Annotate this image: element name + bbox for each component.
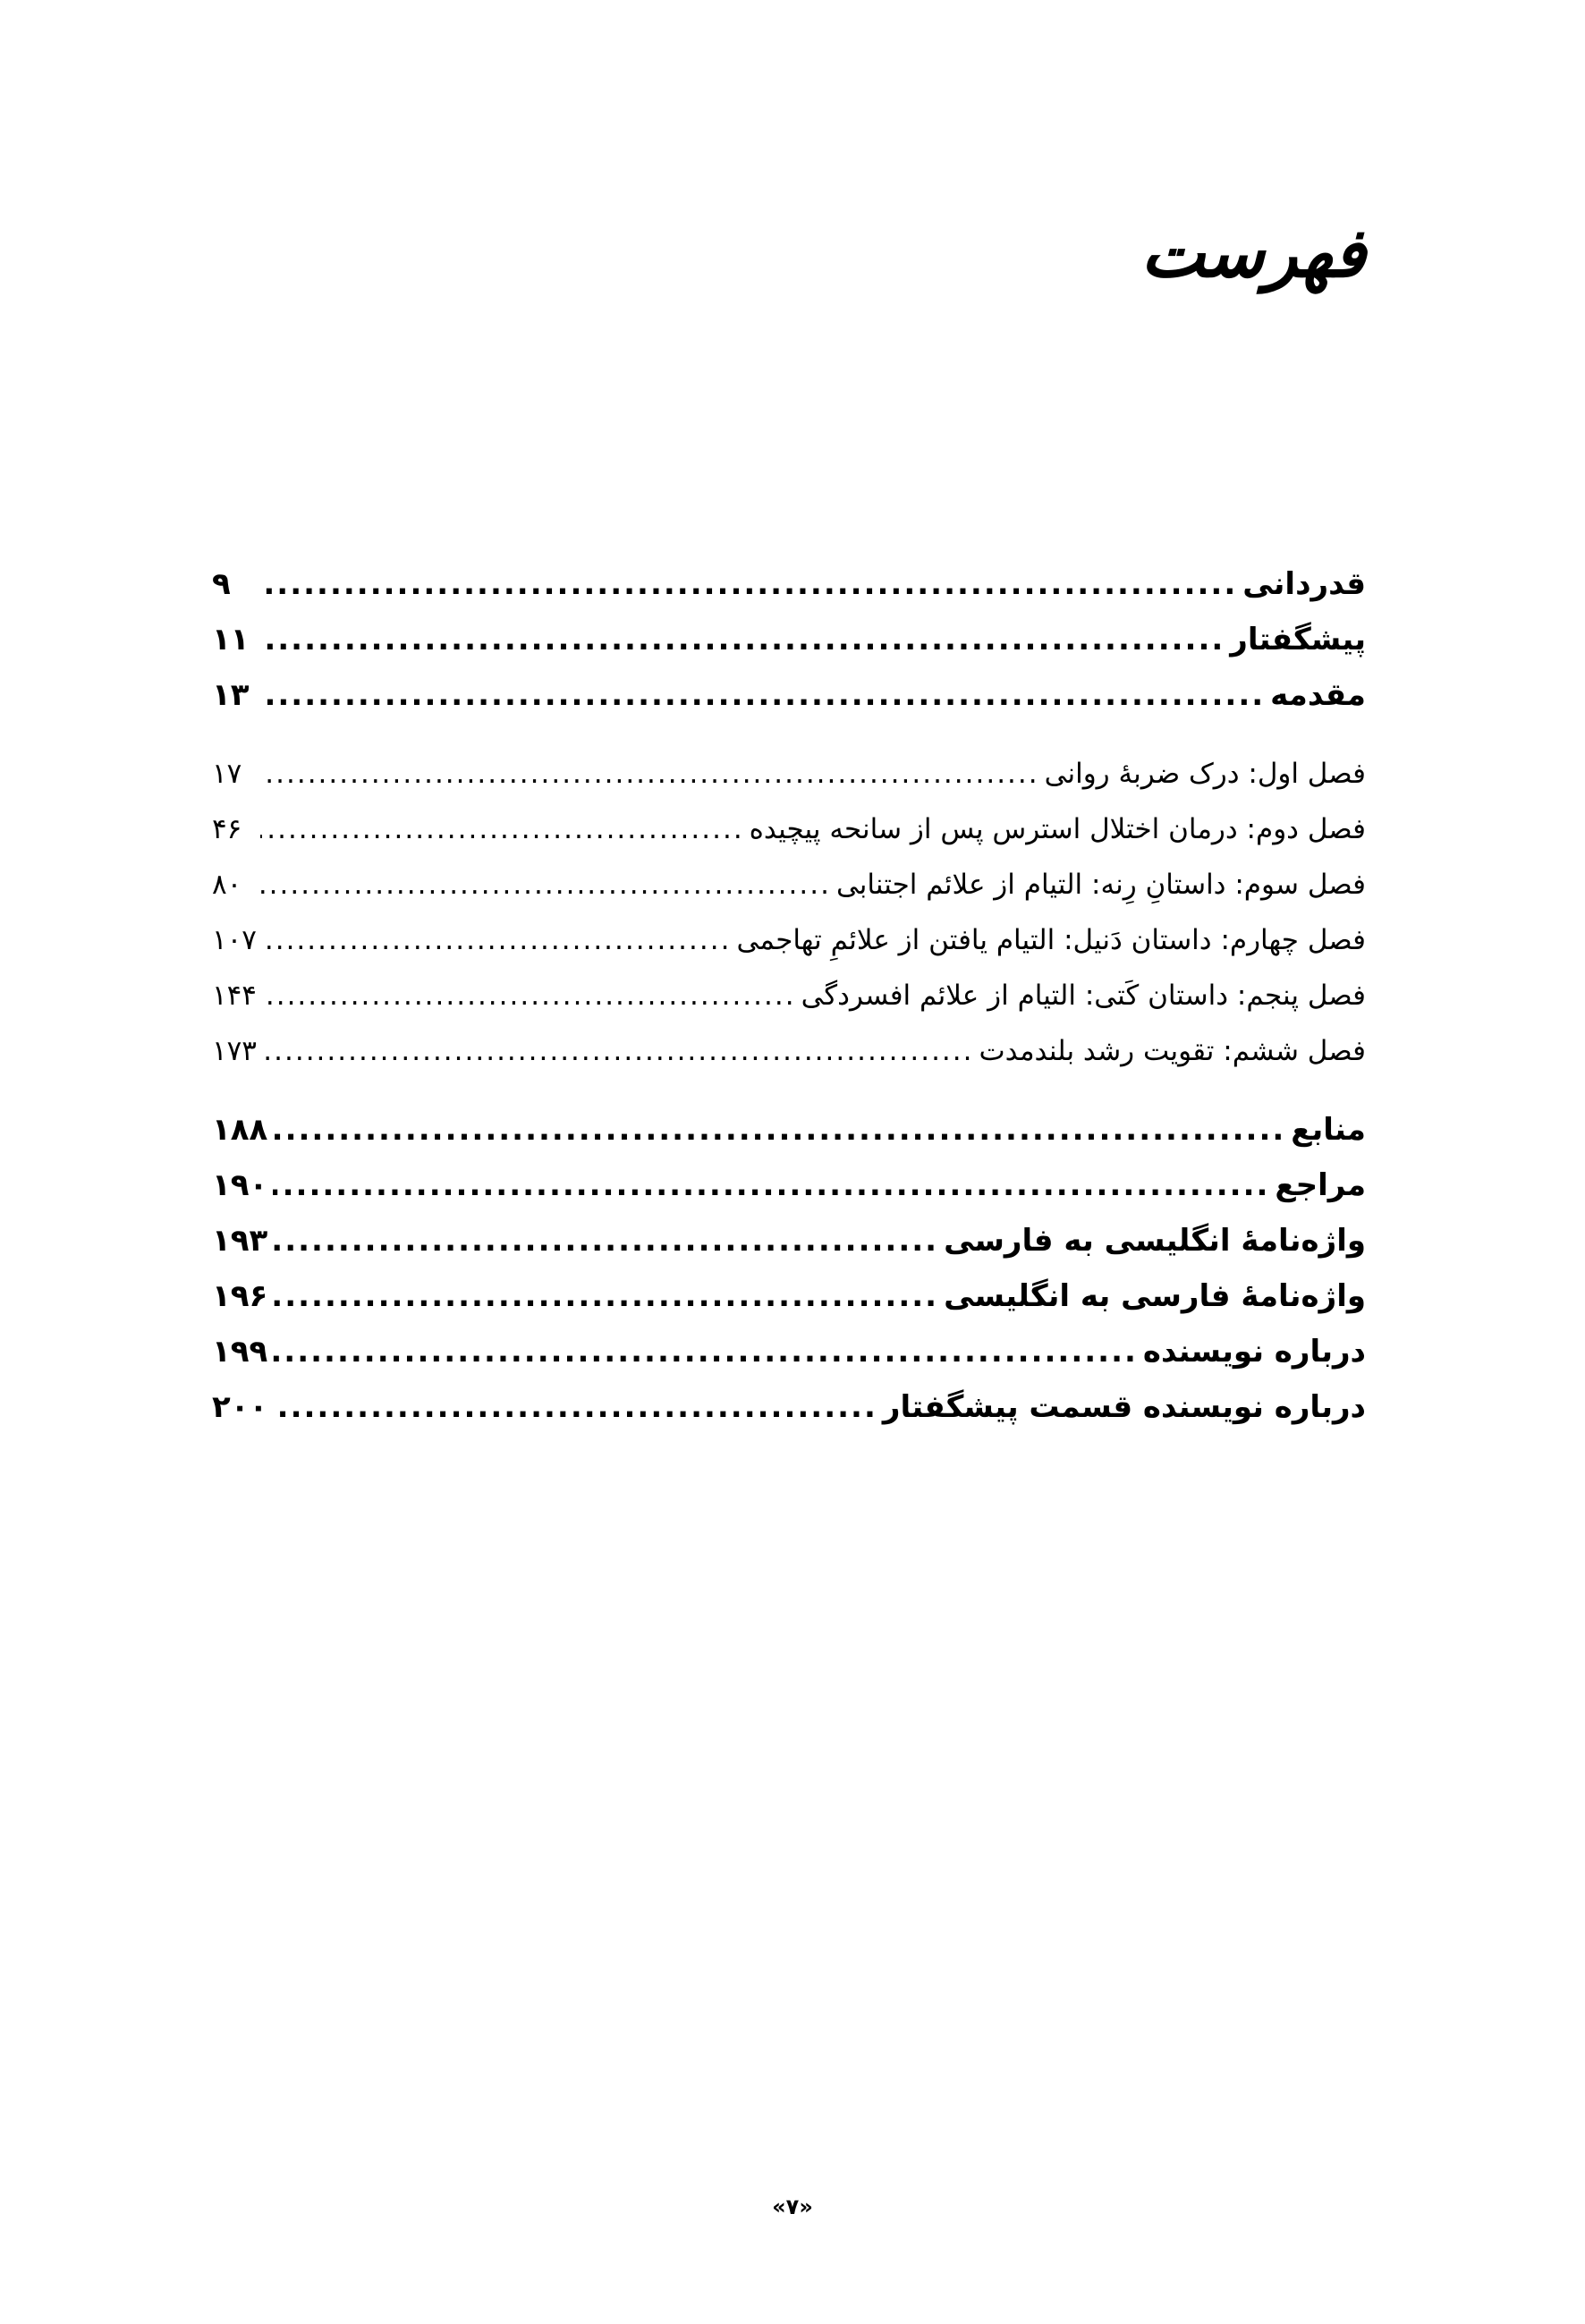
toc-entry-label: درباره نویسنده قسمت پیشگفتار [882,1389,1366,1425]
toc-leader-dots [262,912,731,968]
toc-entry-page: ۱۹۰ [212,1167,268,1203]
toc-entry-page: ۱۴۴ [212,980,257,1012]
toc-entry-label: فصل چهارم: داستان دَنیل: التیام یافتن از علائمِ تهاجمی [736,924,1366,956]
toc-leader-dots [273,1102,1285,1158]
toc-entry-label: پیشگفتار [1230,622,1366,657]
toc-leader-dots [260,612,1225,667]
toc-entry-glossary-en-fa [212,1213,1366,1268]
toc-entry-page: ۱۱ [212,622,250,657]
toc-entry-page: ۱۷ [212,758,242,790]
toc-entry-chapter-2 [212,802,1366,857]
toc-chapters [212,746,1366,1079]
toc-entry-glossary-fa-en [212,1268,1366,1324]
toc-entry-page: ۱۷۳ [212,1035,257,1067]
toc-entry-label: فصل ششم: تقویت رشد بلندمدت [979,1035,1366,1067]
toc-leader-dots [273,1213,938,1268]
toc-front-matter [212,556,1366,723]
table-of-contents [212,556,1366,1435]
toc-entry-label: مقدمه [1270,677,1366,713]
toc-entry-label: واژه‌نامهٔ انگلیسی به فارسی [944,1223,1366,1259]
toc-leader-dots [260,857,831,912]
toc-entry-sources [212,1102,1366,1158]
toc-leader-dots [273,1379,877,1435]
toc-entry-label: منابع [1291,1112,1366,1148]
toc-leader-dots [273,1158,1269,1213]
toc-entry-label: فصل اول: درک ضربهٔ روانی [1044,758,1366,790]
toc-entry-about-foreword-author [212,1379,1366,1435]
toc-leader-dots [260,746,1039,802]
toc-entry-page: ۱۹۶ [212,1278,268,1314]
toc-entry-page: ۱۹۳ [212,1223,268,1259]
toc-entry-label: فصل پنجم: داستان کَتی: التیام از علائم افسردگی [801,980,1366,1012]
toc-entry-chapter-6 [212,1023,1366,1079]
toc-entry-acknowledgements [212,556,1366,612]
toc-entry-introduction [212,667,1366,723]
page-number-footer: «۷» [772,2194,813,2219]
toc-entry-page: ۱۳ [212,677,250,713]
toc-leader-dots [273,1268,938,1324]
toc-entry-chapter-3 [212,857,1366,912]
toc-entry-chapter-5 [212,968,1366,1023]
toc-leader-dots [260,667,1265,723]
toc-leader-dots [262,968,796,1023]
toc-entry-page: ۹ [212,566,231,602]
toc-entry-page: ۸۰ [212,869,242,901]
toc-entry-label: مراجع [1275,1167,1366,1203]
toc-entry-label: درباره نویسنده [1142,1334,1366,1370]
toc-leader-dots [260,556,1237,612]
toc-entry-foreword [212,612,1366,667]
page-title: فهرست [1140,213,1366,293]
toc-entry-chapter-1 [212,746,1366,802]
toc-entry-page: ۱۰۷ [212,924,257,956]
toc-back-matter [212,1102,1366,1435]
toc-entry-label: فصل سوم: داستانِ رِنه: التیام از علائم اجتنابی [835,869,1366,901]
toc-entry-page: ۲۰۰ [212,1389,268,1425]
toc-entry-page: ۱۹۹ [212,1334,268,1370]
toc-entry-label: فصل دوم: درمان اختلال استرس پس از سانحه پیچیده [749,813,1366,845]
toc-entry-chapter-4 [212,912,1366,968]
toc-entry-references [212,1158,1366,1213]
toc-leader-dots [273,1324,1138,1379]
toc-leader-dots [262,1023,974,1079]
toc-leader-dots [260,802,744,857]
toc-entry-label: واژه‌نامهٔ فارسی به انگلیسی [944,1278,1366,1314]
toc-entry-page: ۱۸۸ [212,1112,268,1148]
toc-entry-label: قدردانی [1242,566,1366,602]
toc-entry-about-author [212,1324,1366,1379]
toc-entry-page: ۴۶ [212,813,242,845]
